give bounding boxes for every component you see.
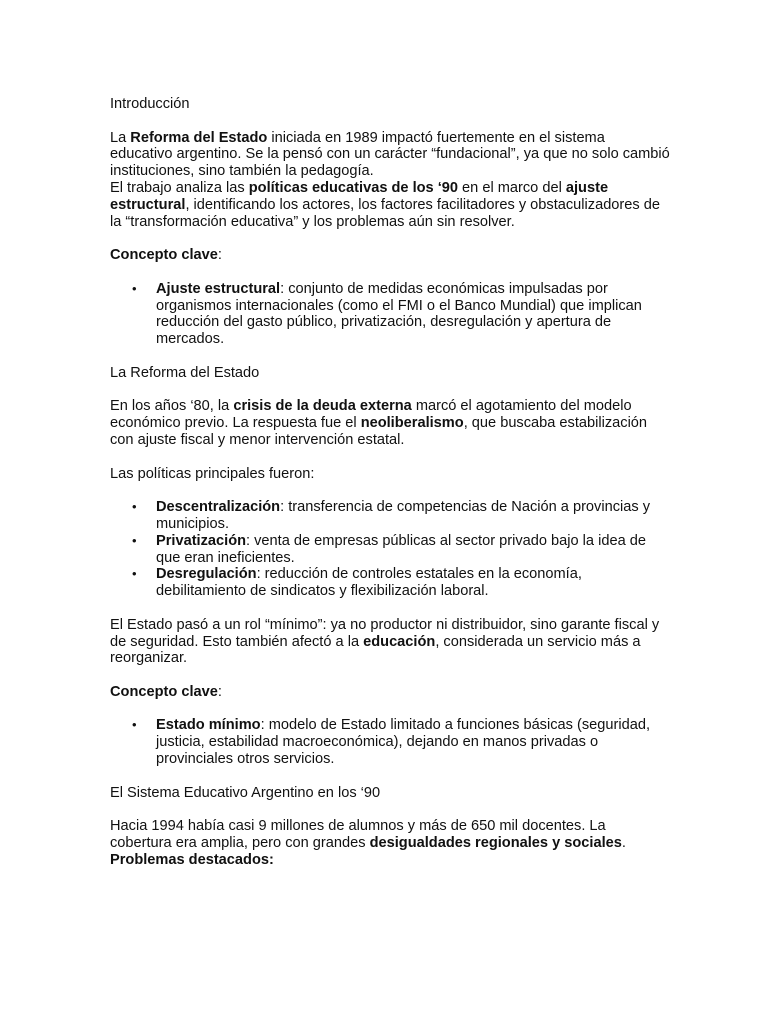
text-run: En los años ‘80, la <box>110 398 234 415</box>
section-heading-introduccion: Introducción <box>110 96 190 112</box>
concept-desc: : modelo de Estado limitado a funciones básicas (seguridad, justicia, estabilidad macroeconómica), dejando en manos privadas o provinciales otros servicios. <box>156 717 651 768</box>
policy-desc: : venta de empresas públicas al sector privado bajo la idea de que eran ineficientes. <box>156 532 646 566</box>
concept-colon: : <box>217 247 222 264</box>
concept-list <box>110 717 670 767</box>
sistema-paragraph <box>110 818 670 868</box>
intro-paragraph-reforma <box>110 130 670 231</box>
bold-term: Problemas destacados: <box>110 851 274 868</box>
text-run: . <box>621 835 626 852</box>
concept-desc: : conjunto de medidas económicas impulsadas por organismos internacionales (como el FMI o el Banco Mundial) que implican reducción del gasto público, privatización, desregulación y apertura de mercados. <box>156 280 642 348</box>
policy-term: Descentralización <box>156 499 281 516</box>
text-run: marcó el agotamiento del modelo económico previo. La respuesta fue el <box>110 398 632 432</box>
text-run: en el marco del <box>458 179 566 196</box>
text-run: El Estado pasó a un rol “mínimo”: ya no productor ni distribuidor, sino garante fiscal y de seguridad. Esto también afectó a la <box>110 616 660 650</box>
policy-desc: : reducción de controles estatales en la economía, debilitamiento de sindicatos y flexibilización laboral. <box>156 566 582 600</box>
section-heading-sistema: El Sistema Educativo Argentino en los ‘90 <box>110 784 381 801</box>
concept-term: Estado mínimo <box>156 717 261 734</box>
concept-key-label <box>110 684 670 701</box>
list-item <box>156 281 670 348</box>
text-run: Hacia 1994 había casi 9 millones de alumnos y más de 650 mil docentes. La cobertura era amplia, pero con grandes <box>110 818 606 852</box>
bold-term: Reforma del Estado <box>130 129 268 146</box>
list-item <box>156 717 670 767</box>
document-page <box>110 96 670 885</box>
concept-key-label <box>110 247 670 264</box>
text-run: , que buscaba estabilización con ajuste fiscal y menor intervención estatal. <box>110 415 648 448</box>
text-run: iniciada en 1989 impactó fuertemente en el sistema educativo argentino. Se la pensó con un carácter “fundacional”, ya que no solo cambió instituciones, sino también la pedagogía. <box>110 129 670 180</box>
policy-term: Privatización <box>156 532 247 549</box>
reforma-paragraph-estado <box>110 617 670 667</box>
text-run: El trabajo analiza las <box>110 179 249 196</box>
reforma-paragraph-crisis <box>110 398 670 448</box>
policy-term: Desregulación <box>156 566 257 583</box>
concept-colon: : <box>217 683 222 700</box>
bold-term: crisis de la deuda externa <box>233 398 412 415</box>
bold-term: políticas educativas de los ‘90 <box>248 179 458 196</box>
list-item <box>156 533 670 567</box>
text-run: La <box>110 129 131 146</box>
bold-term: desigualdades regionales y sociales <box>369 835 622 852</box>
policy-desc: : transferencia de competencias de Nación a provincias y municipios. <box>156 499 651 532</box>
bold-term: neoliberalismo <box>360 415 464 432</box>
concept-list <box>110 281 670 348</box>
section-heading-reforma: La Reforma del Estado <box>110 364 260 381</box>
bold-term: ajuste estructural <box>110 179 609 213</box>
concept-label: Concepto clave <box>110 247 218 264</box>
concept-term: Ajuste estructural <box>156 280 281 297</box>
bold-term: educación <box>363 633 436 650</box>
policies-list <box>110 499 670 600</box>
text-run: , considerada un servicio más a reorganizar. <box>110 633 641 667</box>
list-item <box>156 499 670 533</box>
text-run: , identificando los actores, los factores facilitadores y obstaculizadores de la “transformación educativa” y los problemas aún sin resolver. <box>110 196 660 230</box>
list-item <box>156 566 670 600</box>
concept-label: Concepto clave <box>110 683 218 700</box>
reforma-policies-intro: Las políticas principales fueron: <box>110 465 315 482</box>
